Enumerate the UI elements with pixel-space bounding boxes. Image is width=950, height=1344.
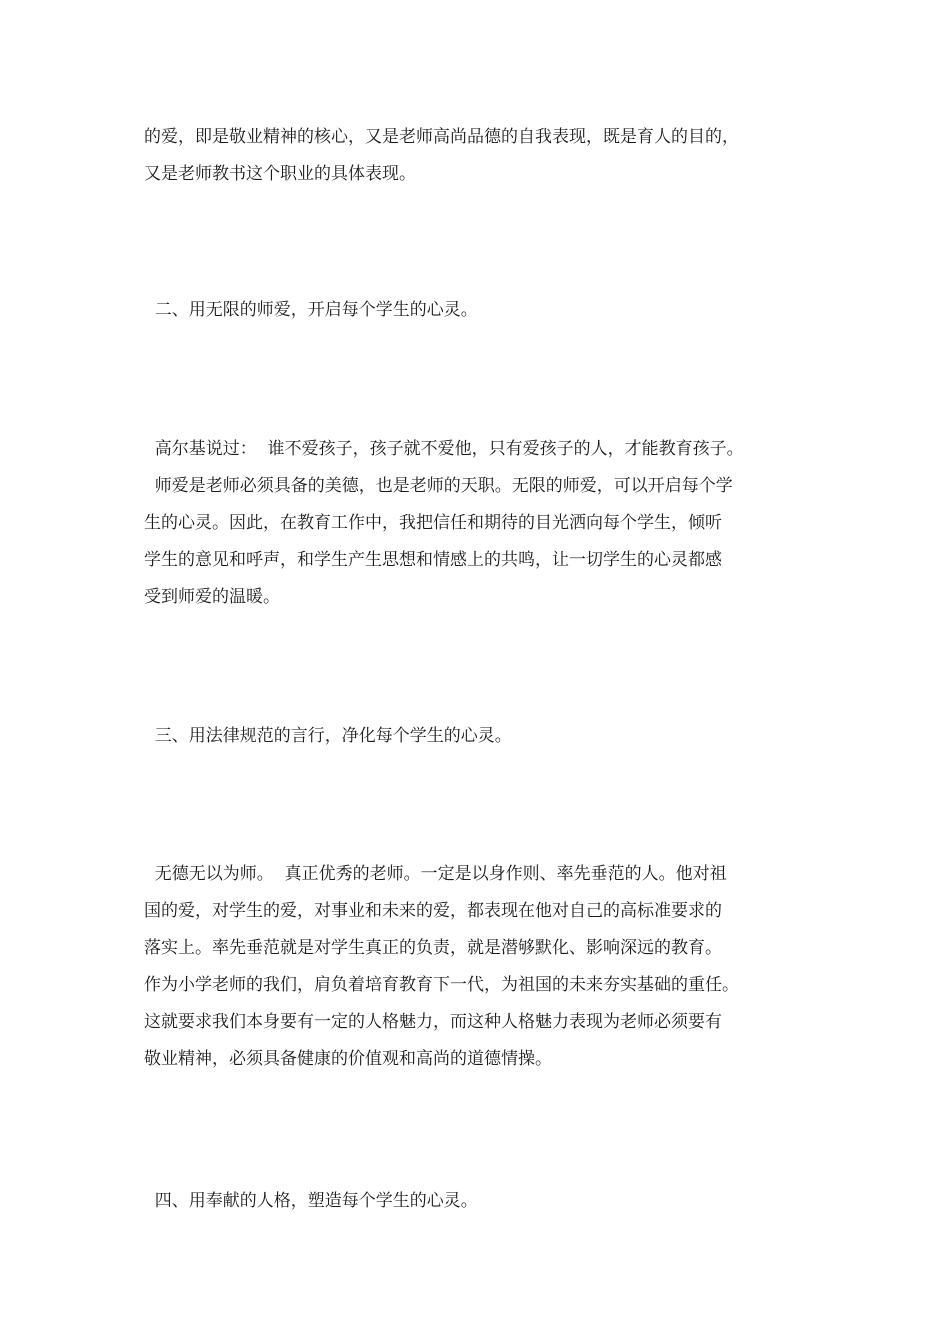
text-line: 国的爱，对学生的爱，对事业和未来的爱，都表现在他对自己的高标准要求的 [144, 901, 722, 921]
text-line: 师爱是老师必须具备的美德，也是老师的天职。无限的师爱，可以开启每个学 [144, 476, 733, 496]
text-line: 敬业精神，必须具备健康的价值观和高尚的道德情操。 [144, 1049, 552, 1069]
text-line: 这就要求我们本身要有一定的人格魅力，而这种人格魅力表现为老师必须要有 [144, 1012, 722, 1032]
section-heading-3: 三、用法律规范的言行，净化每个学生的心灵。 [144, 726, 512, 746]
text-line: 又是老师教书这个职业的具体表现。 [144, 164, 416, 184]
text-line: 落实上。率先垂范就是对学生真正的负责，就是潜够默化、影响深远的教育。 [144, 938, 722, 958]
text-line: 的爱，即是敬业精神的核心，又是老师高尚品德的自我表现，既是育人的目的， [144, 127, 739, 147]
text-line: 无德无以为师。 真正优秀的老师。一定是以身作则、率先垂范的人。他对祖 [144, 864, 727, 884]
text-line: 作为小学老师的我们，肩负着培育教育下一代，为祖国的未来夯实基础的重任。 [144, 975, 739, 995]
text-line: 高尔基说过： 谁不爱孩子，孩子就不爱他，只有爱孩子的人，才能教育孩子。 [144, 439, 744, 459]
paragraph-section-3 [144, 856, 814, 1078]
section-heading-2: 二、用无限的师爱，开启每个学生的心灵。 [144, 300, 478, 320]
text-line: 学生的意见和呼声，和学生产生思想和情感上的共鸣，让一切学生的心灵都感 [144, 550, 722, 570]
paragraph-section-2 [144, 431, 814, 616]
section-heading-4: 四、用奉献的人格，塑造每个学生的心灵。 [144, 1191, 478, 1211]
text-line: 生的心灵。因此，在教育工作中，我把信任和期待的目光洒向每个学生，倾听 [144, 513, 722, 533]
text-line: 受到师爱的温暖。 [144, 587, 280, 607]
paragraph-intro [144, 119, 814, 193]
